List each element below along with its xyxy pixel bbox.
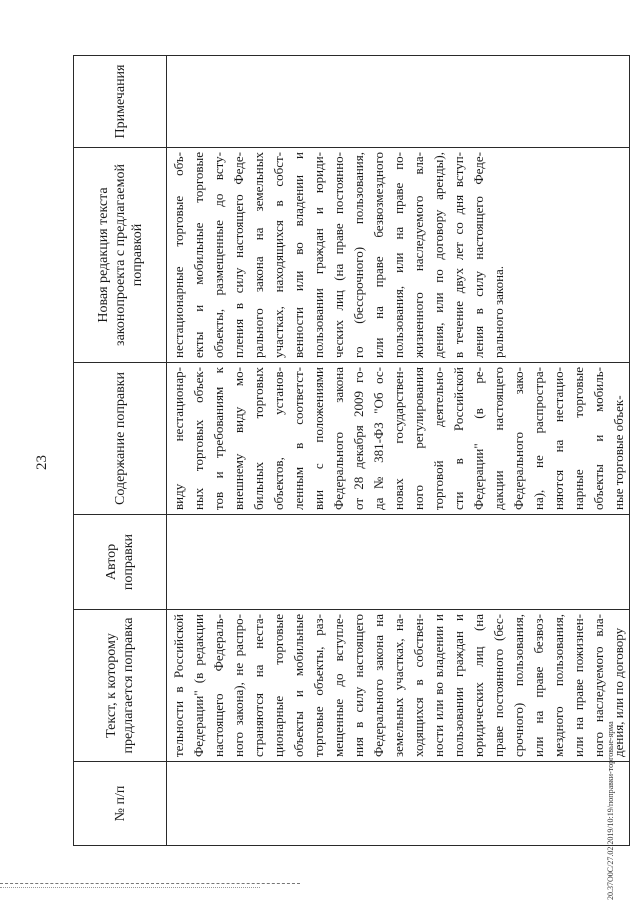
header-notes: Примечания [74, 56, 167, 148]
cell-new-text [167, 148, 630, 363]
header-num: № п/п [74, 762, 167, 846]
header-author: Автор поправки [74, 515, 167, 610]
cell-text-line: жизненного наследуемого вла- [411, 152, 426, 358]
cell-text-line: тов и требованиям к [211, 367, 226, 510]
cell-text-line: ния в силу настоящего [351, 614, 366, 757]
cell-text-line: дения, или по договору [611, 627, 626, 757]
cell-text-line: ности или во владении и [431, 614, 446, 757]
cell-text-line: сти в Российской [451, 367, 466, 510]
footer-file-code: 20.37О0С/27.02.2019/10:19/поправки-торговые-ярма [606, 721, 615, 900]
cell-text-line: ного наследуемого вла- [591, 614, 606, 757]
cell-text-line: ные торговые объек- [611, 395, 626, 510]
cell-text-line: нарные торговые [571, 367, 586, 510]
scan-edge-line-dotted [0, 887, 260, 888]
header-content: Содержание поправки [74, 363, 167, 515]
cell-text-line: венности или во владении и [291, 152, 306, 358]
cell-text-line: от 28 декабря 2009 го- [351, 367, 366, 510]
scan-edge-line [0, 883, 300, 884]
cell-text-line: ного регулирования [411, 367, 426, 510]
cell-text-line: пользовании граждан и юриди- [311, 152, 326, 358]
cell-text-line: вии с положениями [311, 367, 326, 510]
cell-text-line: няются на нестацио- [551, 367, 566, 510]
cell-text-line: на), не распростра- [531, 367, 546, 510]
table-header-row [74, 56, 167, 846]
cell-text-line: го (бессрочного) пользования, [351, 152, 366, 358]
cell-text-line: в течение двух лет со дня вступ- [451, 152, 466, 358]
cell-text-line: или на праве безвозмездного [371, 152, 386, 358]
header-text: Текст, к которому предлагается поправка [74, 610, 167, 762]
cell-text-line: дакции настоящего [491, 367, 506, 510]
cell-text-line: торговой деятельно- [431, 367, 446, 510]
cell-text-line: пользования, или на праве по- [391, 152, 406, 358]
cell-text-line: тельности в Российской [171, 614, 186, 757]
cell-notes [167, 56, 630, 148]
cell-author [167, 515, 630, 610]
cell-text-line: земельных участках, на- [391, 614, 406, 757]
cell-text-line: участках, находящихся в собст- [271, 152, 286, 358]
cell-text-line: Федерального зако- [511, 367, 526, 510]
cell-text-line: Федерации" (в ре- [471, 367, 486, 510]
cell-text-line: ного закона), не распро- [231, 614, 246, 757]
cell-text-line: Федерации" (в редакции [191, 614, 206, 757]
cell-num [167, 762, 630, 846]
cell-text-line: Федерального закона [331, 367, 346, 510]
cell-text-line: мездного пользования, [551, 614, 566, 757]
cell-text-line: срочного) пользования, [511, 614, 526, 757]
cell-text-line: или на праве пожизнен- [571, 614, 586, 757]
cell-text-line: ления в силу настоящего Феде- [471, 152, 486, 358]
cell-text-line: виду нестационар- [171, 367, 186, 510]
cell-text-line: ческих лиц (на праве постоянно- [331, 152, 346, 358]
cell-text-line: праве постоянного (бес- [491, 614, 506, 757]
cell-text-line: или на праве безвоз- [531, 614, 546, 757]
cell-text-line: объекты, размещенные до всту- [211, 152, 226, 358]
cell-text-line: ленным в соответст- [291, 367, 306, 510]
cell-text-line: объектов, установ- [271, 367, 286, 510]
cell-text-line: объекты и мобиль- [591, 367, 606, 510]
cell-text-line: екты и мобильные торговые [191, 152, 206, 358]
cell-text-line: да № 381-ФЗ "Об ос- [371, 367, 386, 510]
cell-text-line: бильных торговых [251, 367, 266, 510]
cell-text-line: юридических лиц (на [471, 614, 486, 757]
cell-text [167, 610, 630, 762]
cell-text-line: пления в силу настоящего Феде- [231, 152, 246, 358]
amendment-table [73, 55, 630, 846]
cell-text-line: ходящихся в собствен- [411, 614, 426, 757]
cell-text-line: нестационарные торговые объ- [171, 152, 186, 358]
page-number-text: 23 [34, 455, 50, 470]
cell-text-line: объекты и мобильные [291, 614, 306, 757]
header-new-text: Новая редакция текста законопроекта с предлагаемой поправкой [74, 148, 167, 363]
cell-text-line: дения, или по договору аренды), [431, 152, 446, 358]
page-number [34, 455, 51, 470]
cell-text-line: ных торговых объек- [191, 367, 206, 510]
cell-text-line: мещенные до вступле- [331, 614, 346, 757]
cell-text-line: рального закона. [491, 265, 506, 358]
cell-content [167, 363, 630, 515]
cell-text-line: Федерального закона на [371, 614, 386, 757]
cell-text-line: страняются на неста- [251, 614, 266, 757]
cell-text-line: торговые объекты, раз- [311, 614, 326, 757]
cell-text-line: новах государствен- [391, 367, 406, 510]
cell-text-line: настоящего Федераль- [211, 614, 226, 757]
cell-text-line: рального закона на земельных [251, 152, 266, 358]
table-row [167, 56, 630, 846]
cell-text-line: внешнему виду мо- [231, 367, 246, 510]
cell-text-line: ционарные торговые [271, 614, 286, 757]
cell-text-line: пользовании граждан и [451, 614, 466, 757]
